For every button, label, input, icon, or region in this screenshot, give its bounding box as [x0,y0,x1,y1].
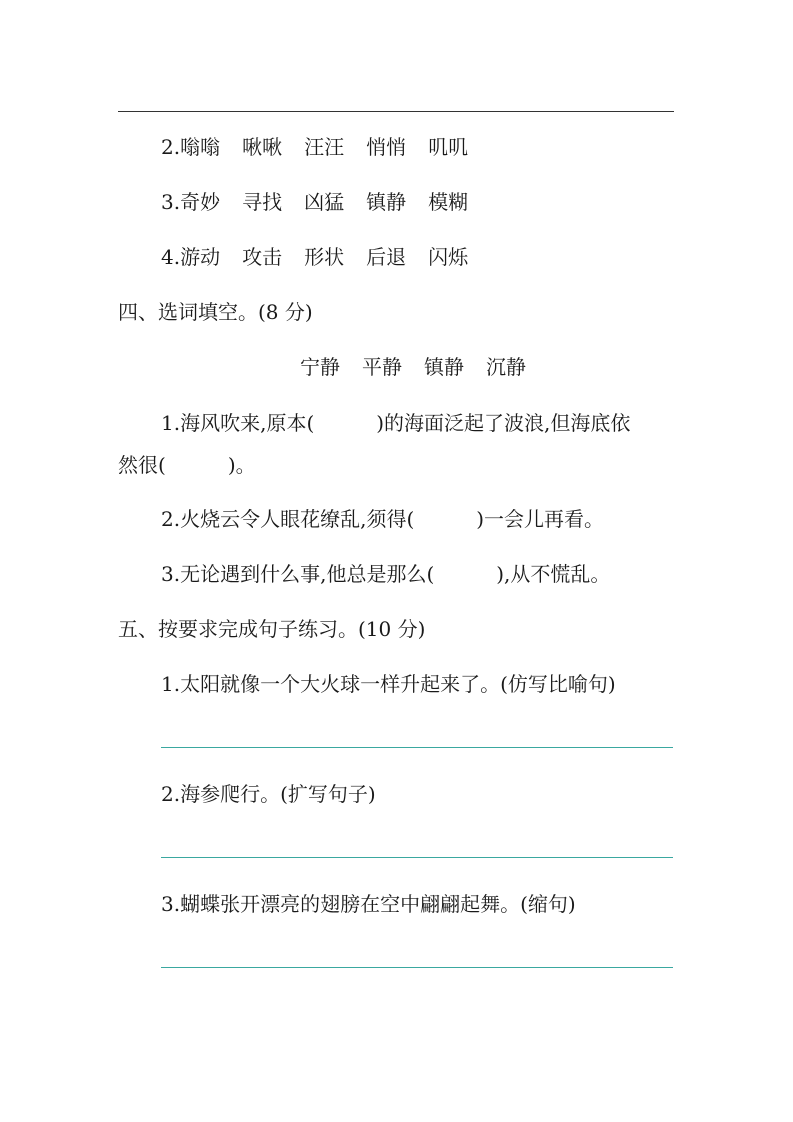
word: 后退 [366,245,407,269]
word: 嗡嗡 [180,135,221,159]
fill-question-1-line-2 [118,451,256,479]
word: 形状 [304,245,345,269]
answer-line-3[interactable] [161,967,673,968]
word: 奇妙 [180,190,221,214]
fill-question-3 [161,560,610,588]
sentence-task-1: 1.太阳就像一个大火球一样升起来了。(仿写比喻句) [161,672,616,696]
group-number: 2. [161,135,181,159]
word-bank-item: 沉静 [486,355,526,379]
fill-question-2 [161,505,604,533]
word-group-4 [161,243,468,271]
word: 啾啾 [242,135,283,159]
word-bank [300,353,526,381]
word: 凶猛 [304,190,345,214]
question-text: 3.无论遇到什么事,他总是那么( [161,562,435,586]
word-bank-item: 镇静 [424,355,464,379]
group-number: 4. [161,245,181,269]
word-group-3 [161,188,468,216]
group-number: 3. [161,190,181,214]
word: 镇静 [366,190,407,214]
question-text: 然很( [118,453,166,477]
word: 游动 [180,245,221,269]
word-group-2 [161,133,468,161]
sentence-task-3: 3.蝴蝶张开漂亮的翅膀在空中翩翩起舞。(缩句) [161,892,576,916]
word-bank-item: 宁静 [300,355,340,379]
question-text: )。 [227,453,256,477]
word: 汪汪 [304,135,345,159]
question-text: 1.海风吹来,原本( [161,411,315,435]
question-text: 2.火烧云令人眼花缭乱,须得( [161,507,415,531]
word-bank-item: 平静 [362,355,402,379]
question-text: )的海面泛起了波浪,但海底依 [376,411,631,435]
word: 叽叽 [428,135,469,159]
section-4-title: 四、选词填空。(8 分) [118,300,313,324]
word: 寻找 [242,190,283,214]
sentence-task-2: 2.海参爬行。(扩写句子) [161,782,376,806]
section-5-title: 五、按要求完成句子练习。(10 分) [118,617,426,641]
word: 攻击 [242,245,283,269]
header-rule [118,111,674,112]
question-text: ),从不慌乱。 [496,562,611,586]
word: 悄悄 [366,135,407,159]
question-text: )一会儿再看。 [476,507,605,531]
answer-line-2[interactable] [161,857,673,858]
word: 模糊 [428,190,469,214]
word: 闪烁 [428,245,469,269]
fill-question-1-line-1 [161,409,630,437]
answer-line-1[interactable] [161,747,673,748]
